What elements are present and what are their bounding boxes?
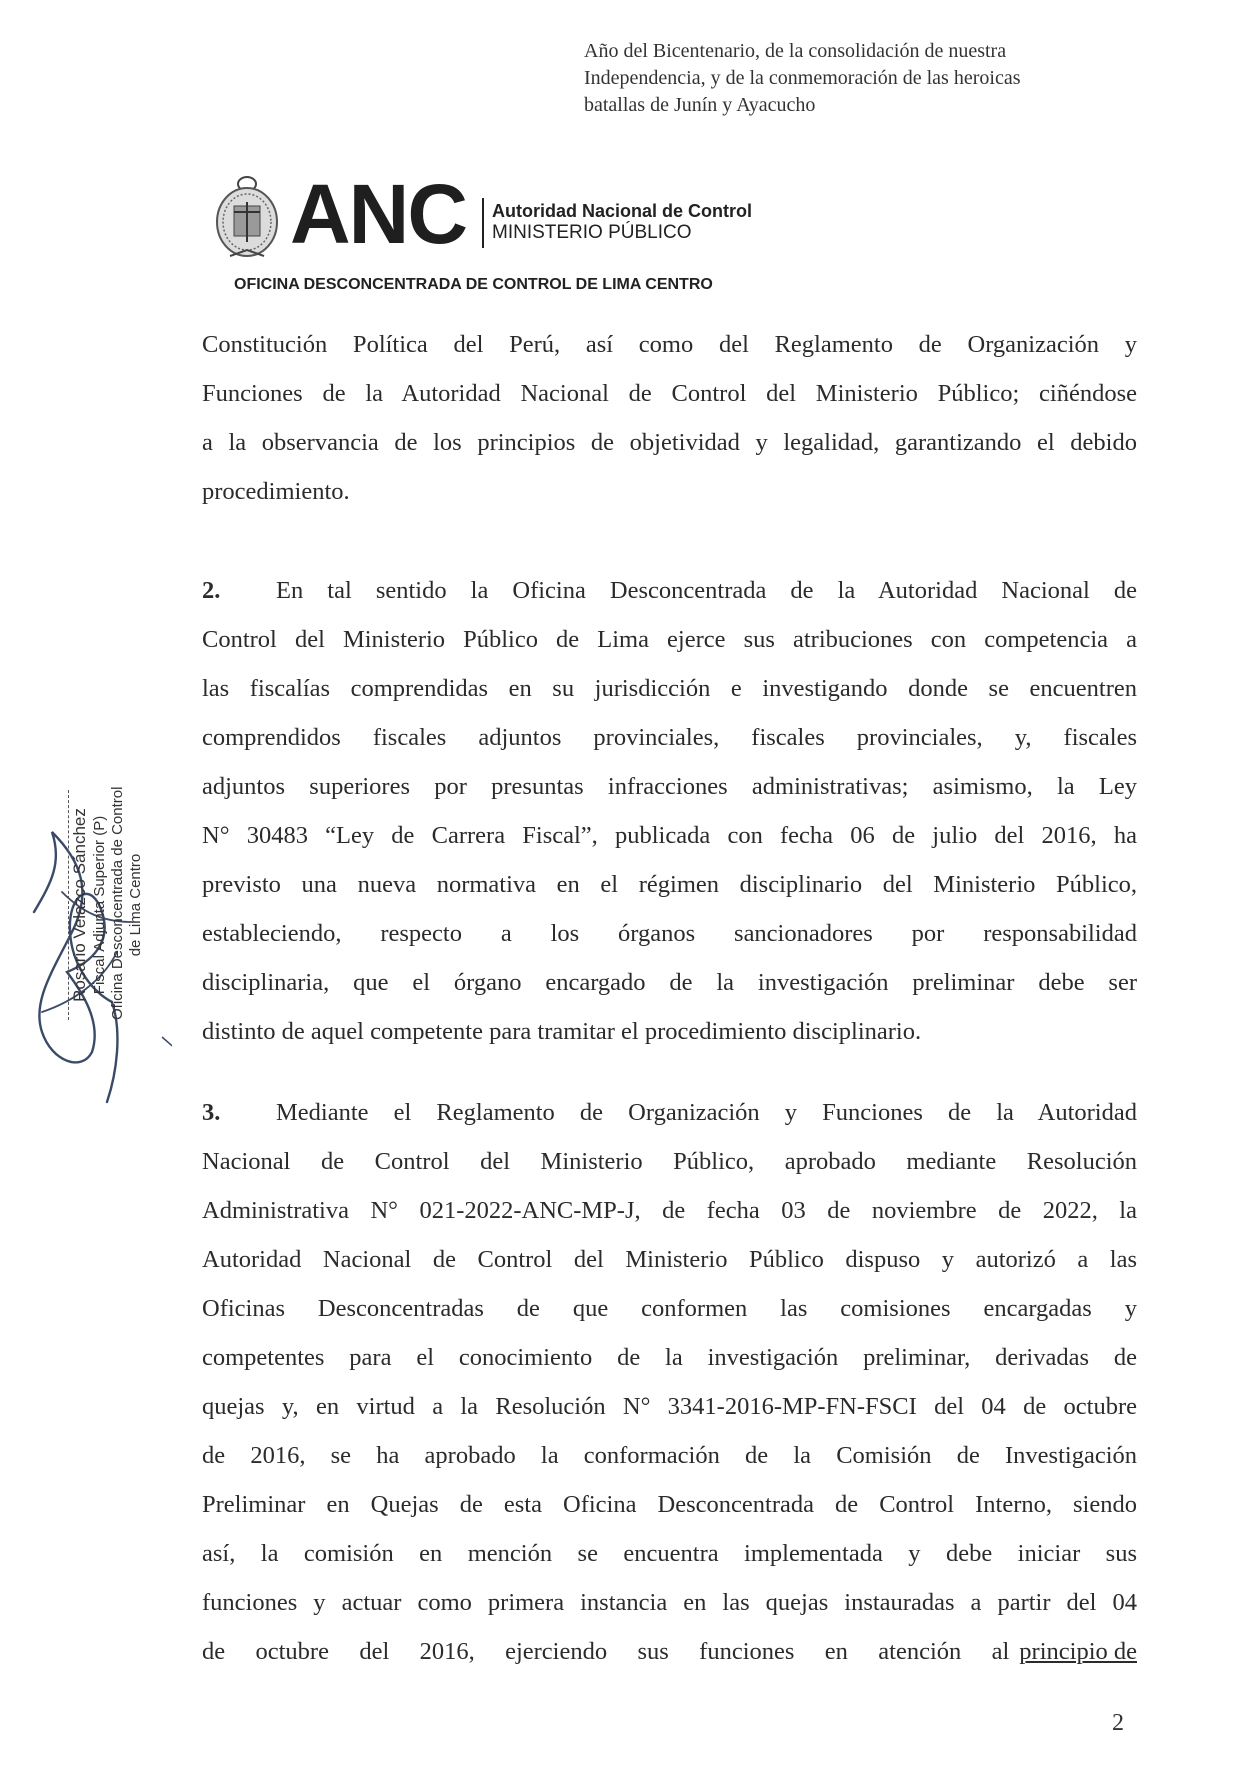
- paragraph-line: Control del Ministerio Público de Lima ejerce sus atribuciones con competencia a: [202, 626, 1137, 653]
- official-stamp: [68, 786, 164, 1020]
- paragraph-line: distinto de aquel competente para tramitar el procedimiento disciplinario.: [202, 1018, 922, 1045]
- stamp-title: Fiscal Adjunta Superior (P): [91, 815, 108, 995]
- paragraph-line: [202, 566, 1137, 615]
- paragraph-line: competentes para el conocimiento de la investigación preliminar, derivadas de: [202, 1344, 1137, 1371]
- paragraph-line-text: Mediante el Reglamento de Organización y Funciones de la Autoridad: [276, 1099, 1137, 1126]
- paragraph-line: Constitución Política del Perú, así como del Reglamento de Organización y: [202, 331, 1137, 358]
- header-divider: [482, 198, 484, 248]
- paragraph-line: Nacional de Control del Ministerio Público, aprobado mediante Resolución: [202, 1148, 1137, 1175]
- stamp-office-2: de Lima Centro: [127, 853, 144, 957]
- office-name: OFICINA DESCONCENTRADA DE CONTROL DE LIMA CENTRO: [234, 276, 713, 293]
- paragraph-line: de 2016, se ha aprobado la conformación de la Comisión de Investigación: [202, 1442, 1137, 1469]
- authority-name: Autoridad Nacional de Control: [492, 201, 753, 221]
- paragraph-2: [202, 566, 1137, 1056]
- stamp-office: Oficina Desconcentrada de Control: [109, 786, 126, 1020]
- year-motto-line: Año del Bicentenario, de la consolidación de nuestra: [584, 40, 1007, 62]
- paragraph-line: Autoridad Nacional de Control del Ministerio Público dispuso y autorizó a las: [202, 1246, 1137, 1273]
- paragraph-line: N° 30483 “Ley de Carrera Fiscal”, publicada con fecha 06 de julio del 2016, ha: [202, 822, 1137, 849]
- paragraph-line: Administrativa N° 021-2022-ANC-MP-J, de fecha 03 de noviembre de 2022, la: [202, 1197, 1137, 1224]
- year-motto-line: Independencia, y de la conmemoración de las heroicas: [584, 67, 1021, 89]
- stamp-name: Rosario Velazco Sánchez: [70, 808, 89, 1002]
- institution-header: [214, 167, 834, 262]
- paragraph-line: las fiscalías comprendidas en su jurisdicción e investigando donde se encuentren: [202, 675, 1137, 702]
- paragraph-line: quejas y, en virtud a la Resolución N° 3341-2016-MP-FN-FSCI del 04 de octubre: [202, 1393, 1137, 1420]
- paragraph-line: procedimiento.: [202, 478, 350, 505]
- paragraph-3: [202, 1088, 1137, 1676]
- page-number: 2: [1112, 1710, 1124, 1736]
- paragraph-line: estableciendo, respecto a los órganos sancionadores por responsabilidad: [202, 920, 1137, 947]
- authority-subtitle: MINISTERIO PÚBLICO: [492, 222, 692, 243]
- paragraph-line-text: de octubre del 2016, ejerciendo sus funciones en atención al: [202, 1638, 1010, 1665]
- paragraph-line: Oficinas Desconcentradas de que conformen las comisiones encargadas y: [202, 1295, 1137, 1322]
- paragraph-line: adjuntos superiores por presuntas infracciones administrativas; asimismo, la Ley: [202, 773, 1137, 800]
- intro-paragraph: [202, 320, 1137, 516]
- ministry-seal-icon: [214, 172, 280, 262]
- paragraph-number: 2.: [202, 577, 221, 604]
- underlined-term: principio de: [1019, 1638, 1137, 1665]
- paragraph-line: Funciones de la Autoridad Nacional de Control del Ministerio Público; ciñéndose: [202, 380, 1137, 407]
- paragraph-line: funciones y actuar como primera instancia en las quejas instauradas a partir del 04: [202, 1589, 1137, 1616]
- paragraph-line: así, la comisión en mención se encuentra implementada y debe iniciar sus: [202, 1540, 1137, 1567]
- year-motto: [584, 38, 1144, 119]
- paragraph-line: disciplinaria, que el órgano encargado de la investigación preliminar debe ser: [202, 969, 1137, 996]
- anc-acronym: ANC: [290, 167, 466, 261]
- paragraph-line: comprendidos fiscales adjuntos provinciales, fiscales provinciales, y, fiscales: [202, 724, 1137, 751]
- paragraph-line: [202, 1627, 1137, 1676]
- stamp-text-block: [68, 786, 145, 1020]
- paragraph-line-text: En tal sentido la Oficina Desconcentrada de la Autoridad Nacional de: [276, 577, 1137, 604]
- paragraph-line: Preliminar en Quejas de esta Oficina Desconcentrada de Control Interno, siendo: [202, 1491, 1137, 1518]
- paragraph-line: previsto una nueva normativa en el régimen disciplinario del Ministerio Público,: [202, 871, 1137, 898]
- paragraph-line: [202, 1088, 1137, 1137]
- paragraph-number: 3.: [202, 1099, 221, 1126]
- year-motto-line: batallas de Junín y Ayacucho: [584, 94, 816, 116]
- paragraph-line: a la observancia de los principios de objetividad y legalidad, garantizando el debido: [202, 429, 1137, 456]
